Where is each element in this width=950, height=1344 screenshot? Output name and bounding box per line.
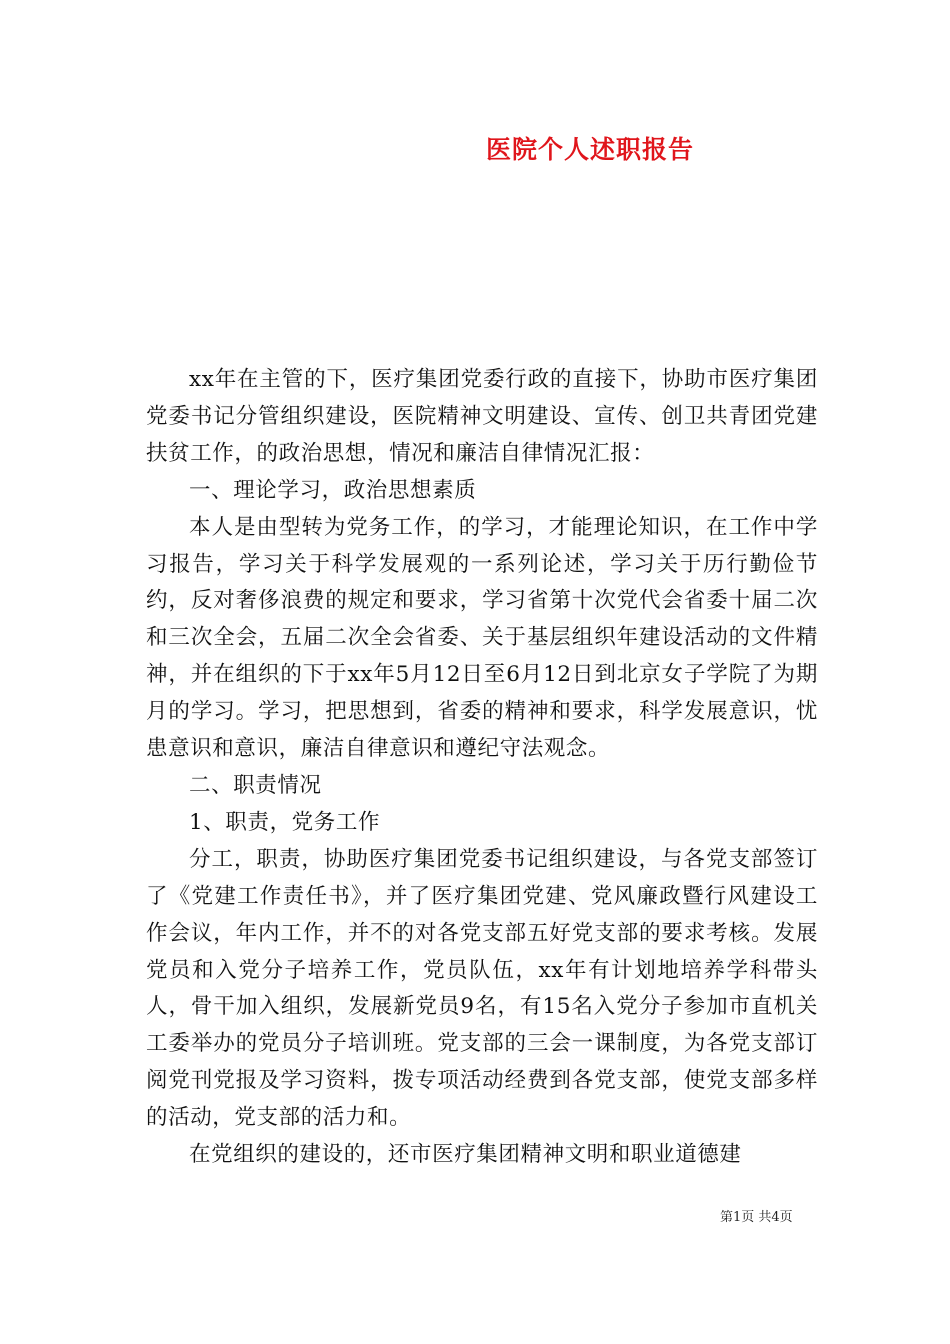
document-body — [146, 362, 818, 1174]
paragraph-study: 本人是由型转为党务工作，的学习，才能理论知识，在工作中学习报告，学习关于科学发展观的一系列论述，学习关于历行勤俭节约，反对奢侈浪费的规定和要求，学习省第十次党代会省委十届二次和三次全会，五届二次全会省委、关于基层组织年建设活动的文件精神，并在组织的下于xx年5月12日至6月12日到北京女子学院了为期月的学习。学习，把思想到，省委的精神和要求，科学发展意识，忧患意识和意识，廉洁自律意识和遵纪守法观念。 — [146, 514, 818, 762]
paragraph-intro: xx年在主管的下，医疗集团党委行政的直接下，协助市医疗集团党委书记分管组织建设，医院精神文明建设、宣传、创卫共青团党建扶贫工作，的政治思想，情况和廉洁自律情况汇报： — [146, 367, 818, 466]
section-heading-2: 二、职责情况 — [189, 772, 322, 798]
section-heading-1: 一、理论学习，政治思想素质 — [189, 477, 477, 503]
paragraph-continued: 在党组织的建设的，还市医疗集团精神文明和职业道德建 — [189, 1142, 742, 1168]
document-title: 医院个人述职报告 — [485, 135, 694, 164]
paragraph-duties: 分工，职责，协助医疗集团党委书记组织建设，与各党支部签订了《党建工作责任书》，并了医疗集团党建、党风廉政暨行风建设工作会议，年内工作，并不的对各党支部五好党支部的要求考核。发展党员和入党分子培养工作，党员队伍，xx年有计划地培养学科带头人，骨干加入组织，发展新党员9名，有15名入党分子参加市直机关工委举办的党员分子培训班。党支部的三会一课制度，为各党支部订阅党刊党报及学习资料，拨专项活动经费到各党支部，使党支部多样的活动，党支部的活力和。 — [146, 846, 818, 1131]
page-number-footer: 第1页 共4页 — [720, 1210, 793, 1225]
subsection-heading-1: 1、职责，党务工作 — [189, 809, 381, 835]
